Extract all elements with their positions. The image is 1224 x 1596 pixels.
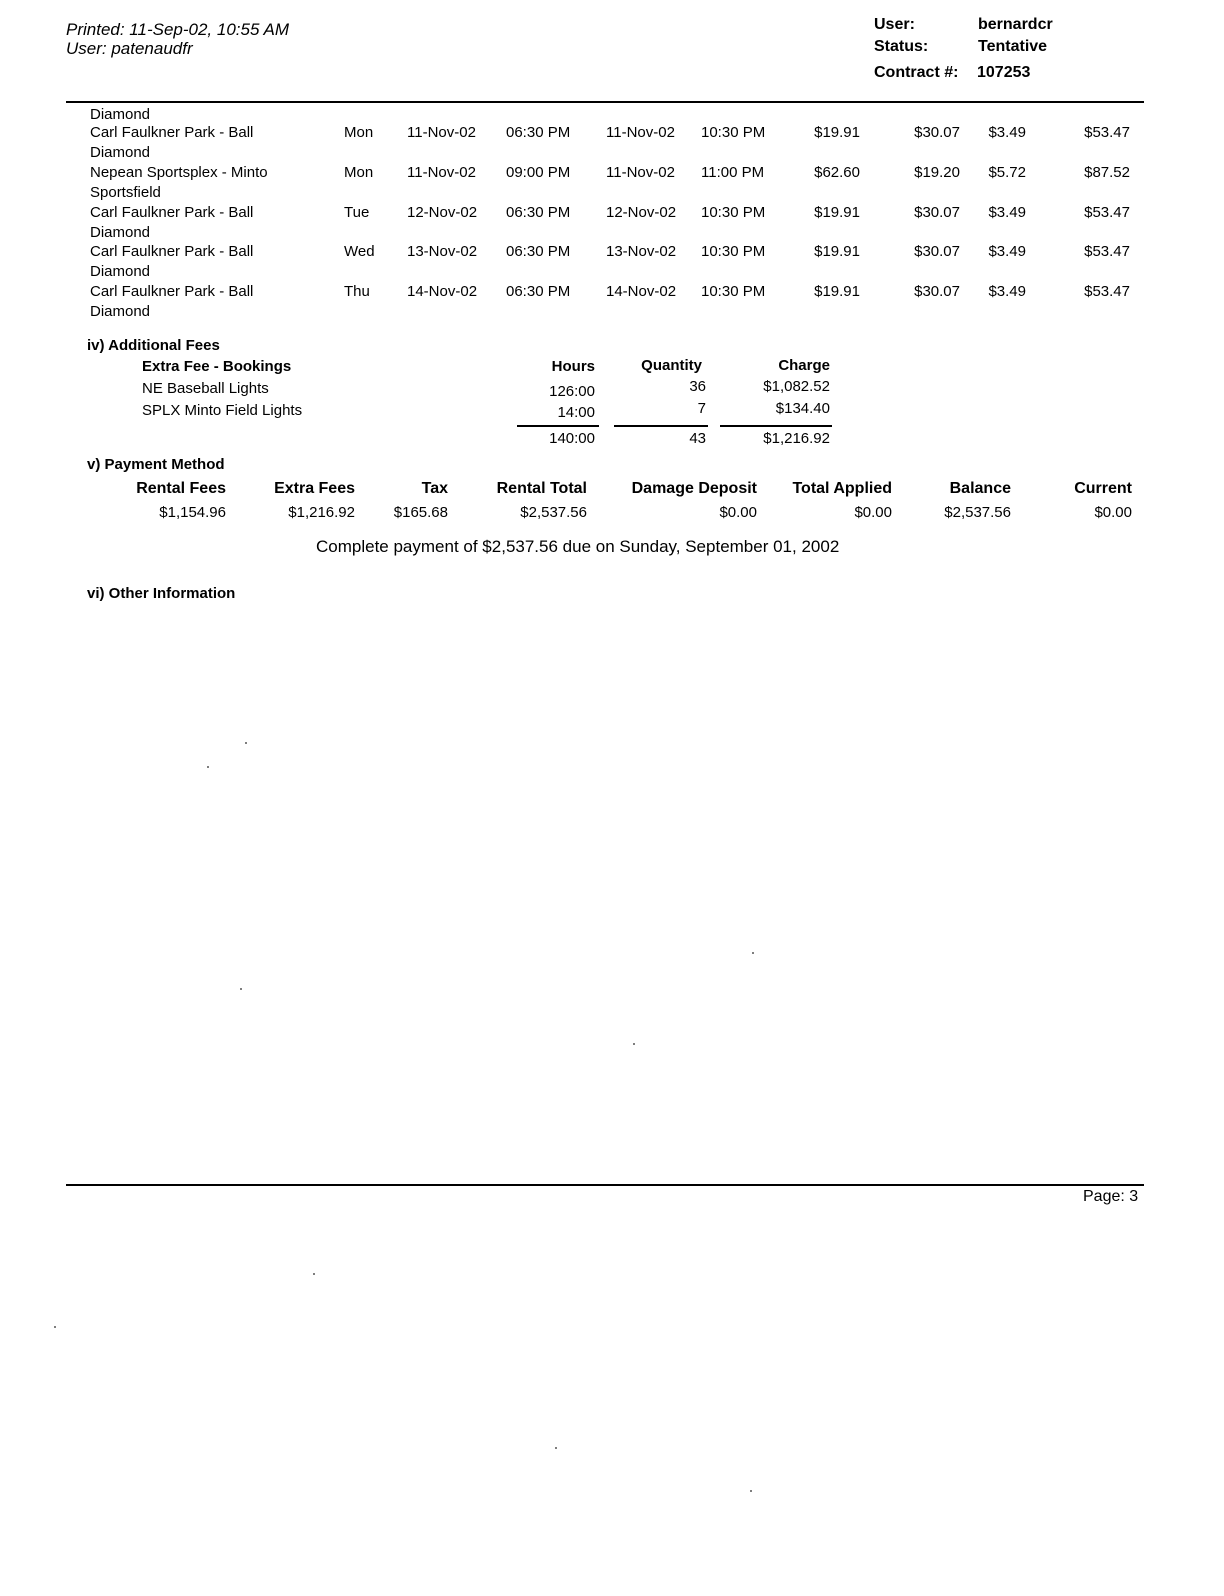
facility-name: Carl Faulkner Park - Ball: [90, 204, 254, 221]
fee-item-hours: 126:00: [549, 383, 595, 400]
booking-tax: $5.72: [988, 164, 1026, 181]
payment-value-rental-total: $2,537.56: [520, 504, 587, 521]
booking-fee: $19.91: [814, 204, 860, 221]
footer-rule: [66, 1184, 1144, 1186]
booking-end-date: 13-Nov-02: [606, 243, 677, 260]
fee-total-hours: 140:00: [549, 430, 595, 447]
payment-header-rental-fees: Rental Fees: [136, 480, 226, 497]
booking-end-time: 10:30 PM: [701, 204, 766, 221]
booking-fee: $19.91: [814, 283, 860, 300]
booking-day: Tue: [344, 204, 370, 221]
extra-fee-col-header: Extra Fee - Bookings: [142, 358, 292, 375]
scan-speck: [207, 766, 209, 768]
booking-tax: $3.49: [988, 283, 1026, 300]
status-value: Tentative: [978, 38, 1048, 55]
booking-end-date: 14-Nov-02: [606, 283, 677, 300]
user-value: bernardcr: [978, 16, 1053, 33]
fee-total-charge: $1,216.92: [763, 430, 830, 447]
scan-speck: [633, 1043, 635, 1045]
booking-start-time: 09:00 PM: [506, 164, 571, 181]
payment-header-rental-total: Rental Total: [496, 480, 587, 497]
payment-value-current: $0.00: [1094, 504, 1132, 521]
booking-end-date: 11-Nov-02: [606, 164, 675, 181]
other-information-title: vi) Other Information: [87, 585, 236, 602]
scan-speck: [555, 1447, 557, 1449]
payment-value-extra-fees: $1,216.92: [288, 504, 355, 521]
booking-start-time: 06:30 PM: [506, 204, 571, 221]
scan-speck: [750, 1490, 752, 1492]
booking-end-date: 12-Nov-02: [606, 204, 677, 221]
payment-value-damage-deposit: $0.00: [719, 504, 757, 521]
header-rule: [66, 101, 1144, 103]
booking-day: Mon: [344, 124, 374, 141]
booking-extra: $30.07: [914, 243, 960, 260]
booking-extra: $30.07: [914, 283, 960, 300]
facility-name-cont: Diamond: [90, 144, 151, 161]
facility-name: Carl Faulkner Park - Ball: [90, 243, 254, 260]
page-number: Page: 3: [1083, 1188, 1139, 1205]
contract-label: Contract #:: [874, 64, 959, 81]
hours-col-header: Hours: [551, 358, 595, 375]
facility-name-cont: Diamond: [90, 303, 151, 320]
booking-end-time: 11:00 PM: [701, 164, 765, 181]
booking-tax: $3.49: [988, 204, 1026, 221]
fee-item-charge: $1,082.52: [763, 378, 830, 395]
booking-extra: $19.20: [914, 164, 960, 181]
booking-end-time: 10:30 PM: [701, 283, 766, 300]
payment-header-tax: Tax: [421, 480, 448, 497]
hours-total-rule: [517, 425, 599, 427]
scan-speck: [245, 742, 247, 744]
payment-value-tax: $165.68: [393, 504, 448, 521]
booking-total: $87.52: [1084, 164, 1130, 181]
booking-start-date: 11-Nov-02: [407, 124, 476, 141]
facility-continuation: Diamond: [90, 106, 151, 123]
payment-value-rental-fees: $1,154.96: [159, 504, 226, 521]
quantity-col-header: Quantity: [641, 357, 702, 374]
booking-tax: $3.49: [988, 124, 1026, 141]
booking-end-time: 10:30 PM: [701, 243, 766, 260]
status-label: Status:: [874, 38, 929, 55]
quantity-total-rule: [614, 425, 708, 427]
booking-start-date: 14-Nov-02: [407, 283, 478, 300]
booking-start-date: 13-Nov-02: [407, 243, 478, 260]
charge-total-rule: [720, 425, 832, 427]
fee-total-quantity: 43: [689, 430, 706, 447]
payment-method-title: v) Payment Method: [87, 456, 225, 473]
printed-timestamp: Printed: 11-Sep-02, 10:55 AM: [66, 20, 290, 39]
user-label: User:: [874, 16, 915, 33]
facility-name-cont: Sportsfield: [90, 184, 161, 201]
booking-total: $53.47: [1084, 124, 1130, 141]
booking-start-date: 11-Nov-02: [407, 164, 476, 181]
booking-start-date: 12-Nov-02: [407, 204, 478, 221]
charge-col-header: Charge: [778, 357, 830, 374]
fee-item-quantity: 7: [697, 400, 706, 417]
payment-header-current: Current: [1074, 480, 1132, 497]
booking-end-date: 11-Nov-02: [606, 124, 675, 141]
booking-fee: $19.91: [814, 124, 860, 141]
booking-total: $53.47: [1084, 283, 1130, 300]
booking-day: Mon: [344, 164, 374, 181]
booking-extra: $30.07: [914, 204, 960, 221]
scan-speck: [313, 1273, 315, 1275]
fee-item-hours: 14:00: [557, 404, 595, 421]
scan-speck: [240, 988, 242, 990]
payment-due-note: Complete payment of $2,537.56 due on Sunday, September 01, 2002: [316, 537, 840, 556]
payment-value-total-applied: $0.00: [854, 504, 892, 521]
booking-total: $53.47: [1084, 204, 1130, 221]
payment-header-damage-deposit: Damage Deposit: [631, 480, 757, 497]
facility-name: Carl Faulkner Park - Ball: [90, 124, 254, 141]
additional-fees-title: iv) Additional Fees: [87, 337, 220, 354]
facility-name-cont: Diamond: [90, 224, 151, 241]
fee-item-charge: $134.40: [775, 400, 830, 417]
contract-value: 107253: [977, 64, 1031, 81]
payment-header-total-applied: Total Applied: [792, 480, 892, 497]
booking-extra: $30.07: [914, 124, 960, 141]
fee-item-name: NE Baseball Lights: [142, 380, 269, 397]
facility-name: Carl Faulkner Park - Ball: [90, 283, 254, 300]
facility-name: Nepean Sportsplex - Minto: [90, 164, 268, 181]
booking-day: Thu: [344, 283, 370, 300]
fee-item-quantity: 36: [689, 378, 706, 395]
booking-start-time: 06:30 PM: [506, 124, 571, 141]
booking-fee: $19.91: [814, 243, 860, 260]
booking-start-time: 06:30 PM: [506, 283, 571, 300]
payment-header-balance: Balance: [949, 480, 1011, 497]
facility-name-cont: Diamond: [90, 263, 151, 280]
scan-speck: [54, 1326, 56, 1328]
booking-end-time: 10:30 PM: [701, 124, 766, 141]
booking-start-time: 06:30 PM: [506, 243, 571, 260]
booking-total: $53.47: [1084, 243, 1130, 260]
fee-item-name: SPLX Minto Field Lights: [142, 402, 303, 419]
scan-speck: [752, 952, 754, 954]
booking-fee: $62.60: [814, 164, 860, 181]
printed-by-user: User: patenaudfr: [66, 39, 193, 58]
booking-day: Wed: [344, 243, 375, 260]
booking-tax: $3.49: [988, 243, 1026, 260]
print-info: [66, 20, 289, 58]
payment-value-balance: $2,537.56: [944, 504, 1011, 521]
payment-header-extra-fees: Extra Fees: [274, 480, 355, 497]
